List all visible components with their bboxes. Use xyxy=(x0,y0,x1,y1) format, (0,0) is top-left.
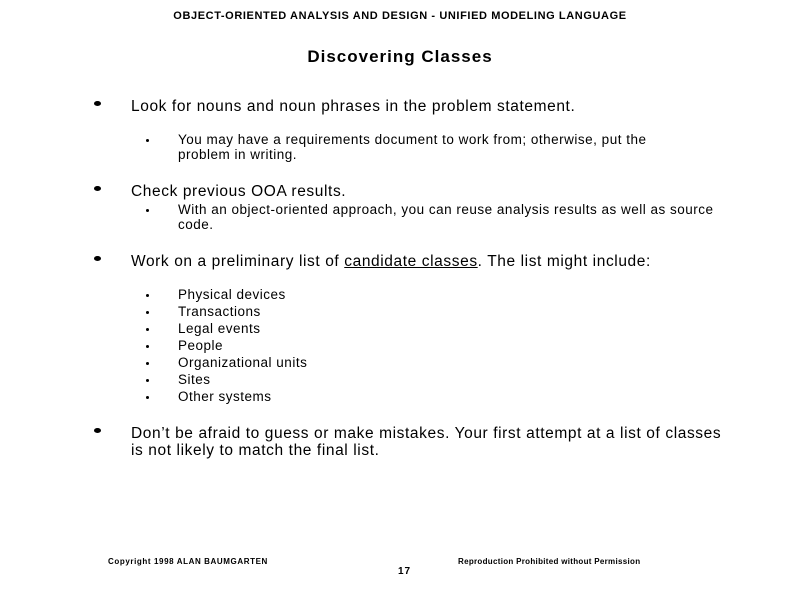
bullet-text: Don’t be afraid to guess or make mistakes. Your first attempt at a list of classes is not likely to match the final list. xyxy=(131,425,722,459)
sub-item-text: Organizational units xyxy=(178,355,308,370)
bullet-icon xyxy=(94,101,101,106)
sub-item xyxy=(0,321,800,338)
bullet-text-after: . The list might include: xyxy=(477,253,651,270)
sub-item xyxy=(0,132,800,162)
sub-bullet-icon xyxy=(146,362,149,365)
page-number: 17 xyxy=(398,566,412,577)
bullet-text: Look for nouns and noun phrases in the problem statement. xyxy=(131,98,576,115)
bullet-text: Check previous OOA results. xyxy=(131,183,347,200)
sub-item-text: Physical devices xyxy=(178,287,286,302)
sub-item xyxy=(0,338,800,355)
bullet-icon xyxy=(94,428,101,433)
sub-item xyxy=(0,202,800,232)
sub-item-text: People xyxy=(178,338,224,353)
sub-item-text: Other systems xyxy=(178,389,272,404)
bullet-text-before: Work on a preliminary list of xyxy=(131,253,345,270)
sub-item xyxy=(0,372,800,389)
bullet-text xyxy=(131,253,726,270)
sub-list xyxy=(0,287,800,406)
sub-item-text: Transactions xyxy=(178,304,261,319)
sub-bullet-icon xyxy=(146,379,149,382)
sub-item xyxy=(0,287,800,304)
sub-item-text: You may have a requirements document to work from; otherwise, put the problem in writing. xyxy=(178,132,647,162)
sub-item-text: Legal events xyxy=(178,321,261,336)
sub-item-text: With an object-oriented approach, you can reuse analysis results as well as source code. xyxy=(178,202,714,232)
sub-bullet-icon xyxy=(146,345,149,348)
sub-bullet-icon xyxy=(146,311,149,314)
sub-bullet-icon xyxy=(146,396,149,399)
sub-item xyxy=(0,355,800,372)
sub-item xyxy=(0,304,800,321)
bullet-icon xyxy=(94,256,101,261)
sub-item xyxy=(0,389,800,406)
bullet-icon xyxy=(94,186,101,191)
sub-list xyxy=(0,132,800,162)
sub-item-text: Sites xyxy=(178,372,211,387)
document-header: OBJECT-ORIENTED ANALYSIS AND DESIGN - UNIFIED MODELING LANGUAGE xyxy=(173,10,627,22)
sub-bullet-icon xyxy=(146,209,149,212)
sub-list xyxy=(0,202,800,232)
page-title: Discovering Classes xyxy=(307,47,493,66)
sub-bullet-icon xyxy=(146,139,149,142)
sub-bullet-icon xyxy=(146,294,149,297)
candidate-classes-term: candidate classes xyxy=(344,253,478,270)
sub-bullet-icon xyxy=(146,328,149,331)
reproduction-notice: Reproduction Prohibited without Permission xyxy=(458,557,641,566)
copyright-notice: Copyright 1998 ALAN BAUMGARTEN xyxy=(108,557,268,566)
